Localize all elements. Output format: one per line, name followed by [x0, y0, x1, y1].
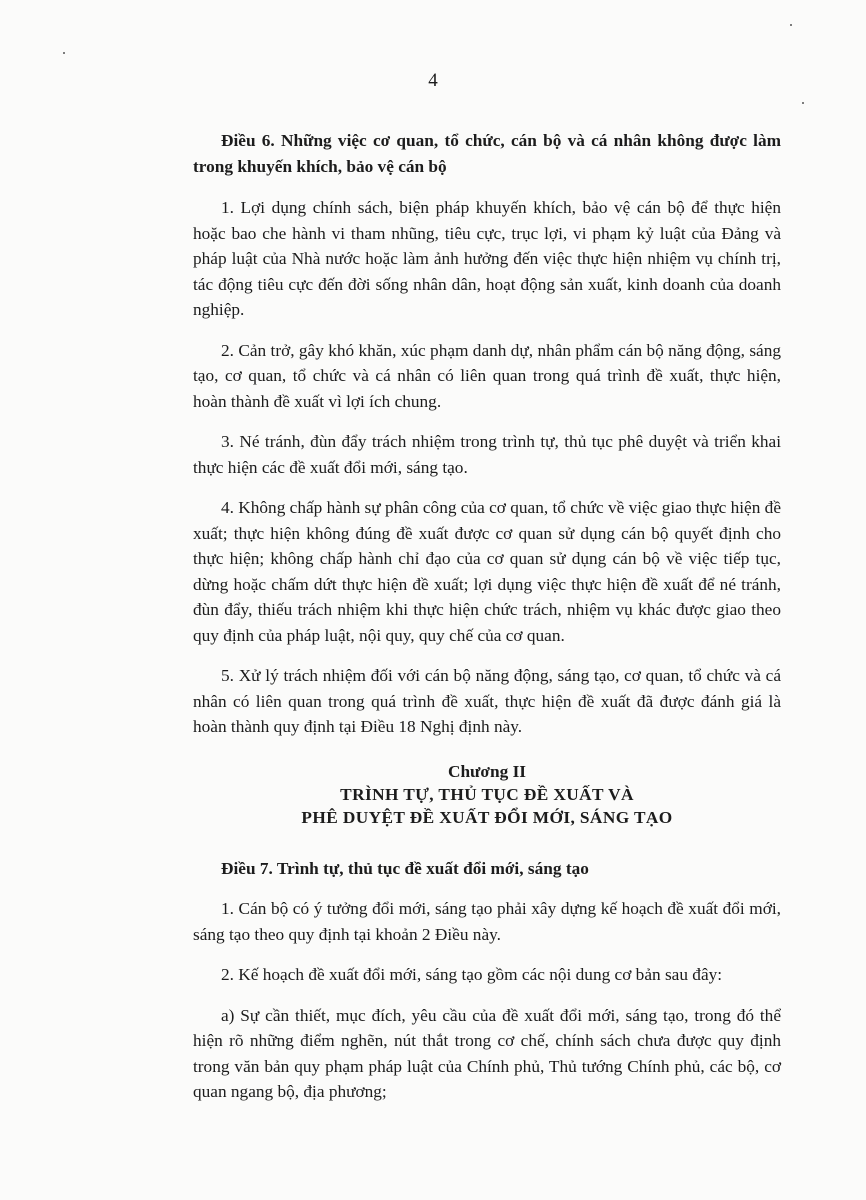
- document-body: [193, 128, 781, 1120]
- chapter-title-line-1: TRÌNH TỰ, THỦ TỤC ĐỀ XUẤT VÀ: [340, 784, 634, 804]
- chapter-title-line-2: PHÊ DUYỆT ĐỀ XUẤT ĐỔI MỚI, SÁNG TẠO: [301, 807, 673, 827]
- article-7-clause-2: 2. Kế hoạch đề xuất đổi mới, sáng tạo gồm các nội dung cơ bản sau đây:: [221, 965, 723, 984]
- scan-speck: [802, 102, 804, 104]
- article-6-clause-4: 4. Không chấp hành sự phân công của cơ quan, tổ chức về việc giao thực hiện đề xuất; thực hiện không đúng đề xuất được cơ quan sử dụng cán bộ quyết định cho thực hiện; không chấp hành chỉ đạo của cơ quan sử dụng cán bộ về việc tiếp tục, dừng hoặc chấm dứt thực hiện đề xuất; lợi dụng việc thực hiện đề xuất để né tránh, đùn đẩy, thiếu trách nhiệm khi thực hiện chức trách, nhiệm vụ khác được giao theo quy định của pháp luật, nội quy, quy chế của cơ quan.: [193, 498, 781, 645]
- chapter-label: Chương II: [447, 761, 527, 781]
- page-number: 4: [428, 70, 438, 91]
- article-6-clause-2: 2. Cản trở, gây khó khăn, xúc phạm danh dự, nhân phẩm cán bộ năng động, sáng tạo, cơ quan, tổ chức và cá nhân có liên quan trong quá trình đề xuất, thực hiện, hoàn thành đề xuất vì lợi ích chung.: [193, 340, 781, 411]
- article-6-heading: Điều 6. Những việc cơ quan, tổ chức, cán bộ và cá nhân không được làm trong khuyến khích, bảo vệ cán bộ: [193, 131, 781, 176]
- article-6-clause-5: 5. Xử lý trách nhiệm đối với cán bộ năng động, sáng tạo, cơ quan, tổ chức và cá nhân có liên quan trong quá trình đề xuất, thực hiện đề xuất đã được đánh giá là hoàn thành quy định tại Điều 18 Nghị định này.: [193, 666, 781, 736]
- scan-speck: [63, 52, 65, 54]
- article-7-heading: Điều 7. Trình tự, thủ tục đề xuất đổi mới, sáng tạo: [221, 858, 589, 878]
- article-6-clause-1: 1. Lợi dụng chính sách, biện pháp khuyến khích, bảo vệ cán bộ để thực hiện hoặc bao che hành vi tham nhũng, tiêu cực, trục lợi, vi phạm kỷ luật của Đảng và pháp luật của Nhà nước hoặc làm ảnh hưởng đến việc thực hiện nhiệm vụ chính trị, tác động tiêu cực đến đời sống nhân dân, hoạt động sản xuất, kinh doanh của doanh nghiệp.: [193, 198, 781, 319]
- article-7-clause-2a: a) Sự cần thiết, mục đích, yêu cầu của đề xuất đổi mới, sáng tạo, trong đó thể hiện rõ những điểm nghẽn, nút thắt trong cơ chế, chính sách chưa được quy định trong văn bản quy phạm pháp luật của Chính phủ, Thủ tướng Chính phủ, các bộ, cơ quan ngang bộ, địa phương;: [193, 1005, 781, 1101]
- article-7-clause-1: 1. Cán bộ có ý tưởng đổi mới, sáng tạo phải xây dựng kế hoạch đề xuất đổi mới, sáng tạo theo quy định tại khoản 2 Điều này.: [193, 899, 781, 944]
- chapter-heading: [193, 760, 781, 829]
- scan-speck: [790, 24, 792, 26]
- article-6-clause-3: 3. Né tránh, đùn đẩy trách nhiệm trong trình tự, thủ tục phê duyệt và triển khai thực hiện các đề xuất đổi mới, sáng tạo.: [193, 432, 781, 477]
